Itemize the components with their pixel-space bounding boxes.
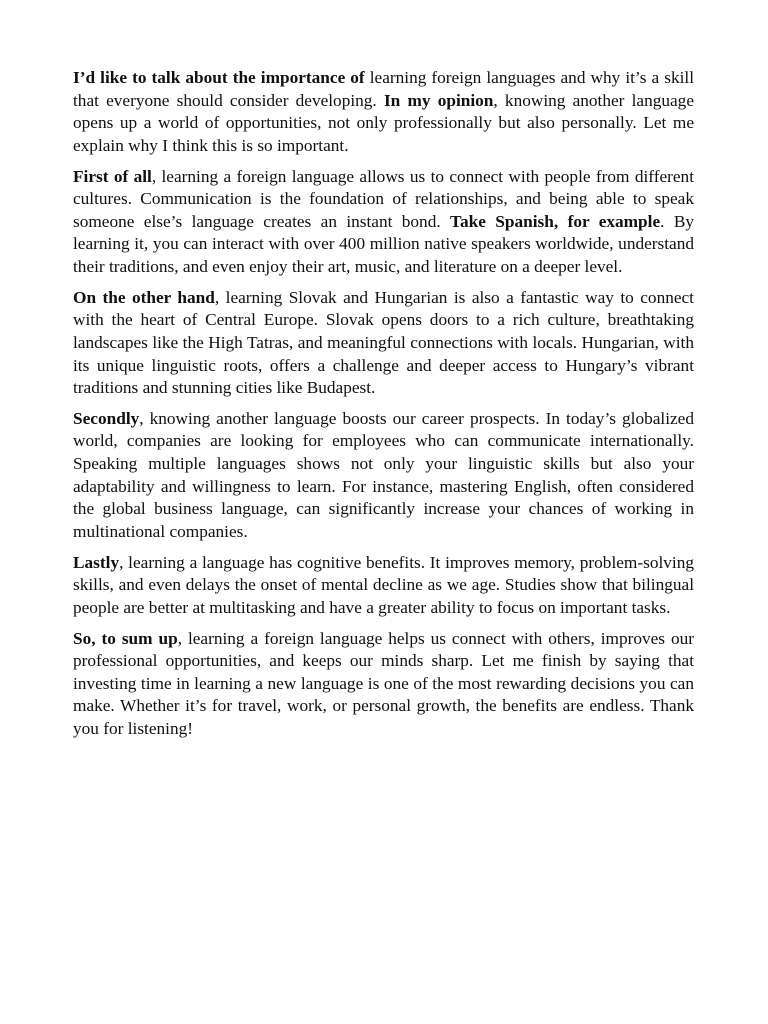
bold-lead: So, to sum up (73, 628, 178, 648)
paragraph-text: , learning a language has cognitive benefits. It improves memory, problem-solving skills, and even delays the onset of mental decline as we age. Studies show that bilingual people are better at multitasking and have a greater ability to focus on important tasks. (73, 552, 694, 617)
paragraph-text: , knowing another language boosts our career prospects. In today’s globalized world, companies are looking for employees who can communicate internationally. Speaking multiple languages shows not only your linguistic skills but also your adaptability and willingness to learn. For instance, mastering English, often considered the global business language, can significantly increase your chances of working in multinational companies. (73, 408, 694, 541)
paragraph-other-hand (73, 287, 694, 400)
paragraph-conclusion (73, 628, 694, 741)
bold-lead: First of all (73, 166, 152, 186)
paragraph-text: , knowing another language opens up a world of opportunities, not only professionally but also personally. Let me explain why I think this is so important. (73, 90, 694, 155)
paragraph-intro (73, 67, 694, 157)
paragraph-text: , learning a foreign language allows us to connect with people from different cultures. Communication is the foundation of relationships, and being able to speak someone else’s language creates an instant bond. (73, 166, 694, 231)
paragraph-text: learning foreign languages and why it’s a skill that everyone should consider developing. (73, 68, 694, 110)
bold-lead: Take Spanish, for example (450, 211, 661, 231)
paragraph-text: , learning a foreign language helps us connect with others, improves our professional opportunities, and keeps our minds sharp. Let me finish by saying that investing time in learning a new language is one of the most rewarding decisions you can make. Whether it’s for travel, work, or personal growth, the benefits are endless. Thank you for listening! (73, 628, 694, 738)
paragraph-first (73, 166, 694, 279)
bold-lead: Lastly (73, 552, 120, 572)
paragraph-lastly (73, 552, 694, 620)
bold-lead: In my opinion (383, 90, 494, 110)
bold-lead: On the other hand (73, 287, 215, 307)
paragraph-text: , learning Slovak and Hungarian is also a fantastic way to connect with the heart of Central Europe. Slovak opens doors to a rich culture, breathtaking landscapes like the High Tatras, and meaningful connections with locals. Hungarian, with its unique linguistic roots, offers a challenge and deeper access to Hungary’s vibrant traditions and stunning cities like Budapest. (73, 287, 694, 398)
paragraph-secondly (73, 408, 694, 544)
bold-lead: Secondly (73, 408, 140, 428)
bold-lead: I’d like to talk about the importance of (73, 68, 365, 87)
paragraph-text: . By learning it, you can interact with over 400 million native speakers worldwide, understand their traditions, and even enjoy their art, music, and literature on a deeper level. (73, 211, 694, 276)
document-body (73, 67, 694, 749)
